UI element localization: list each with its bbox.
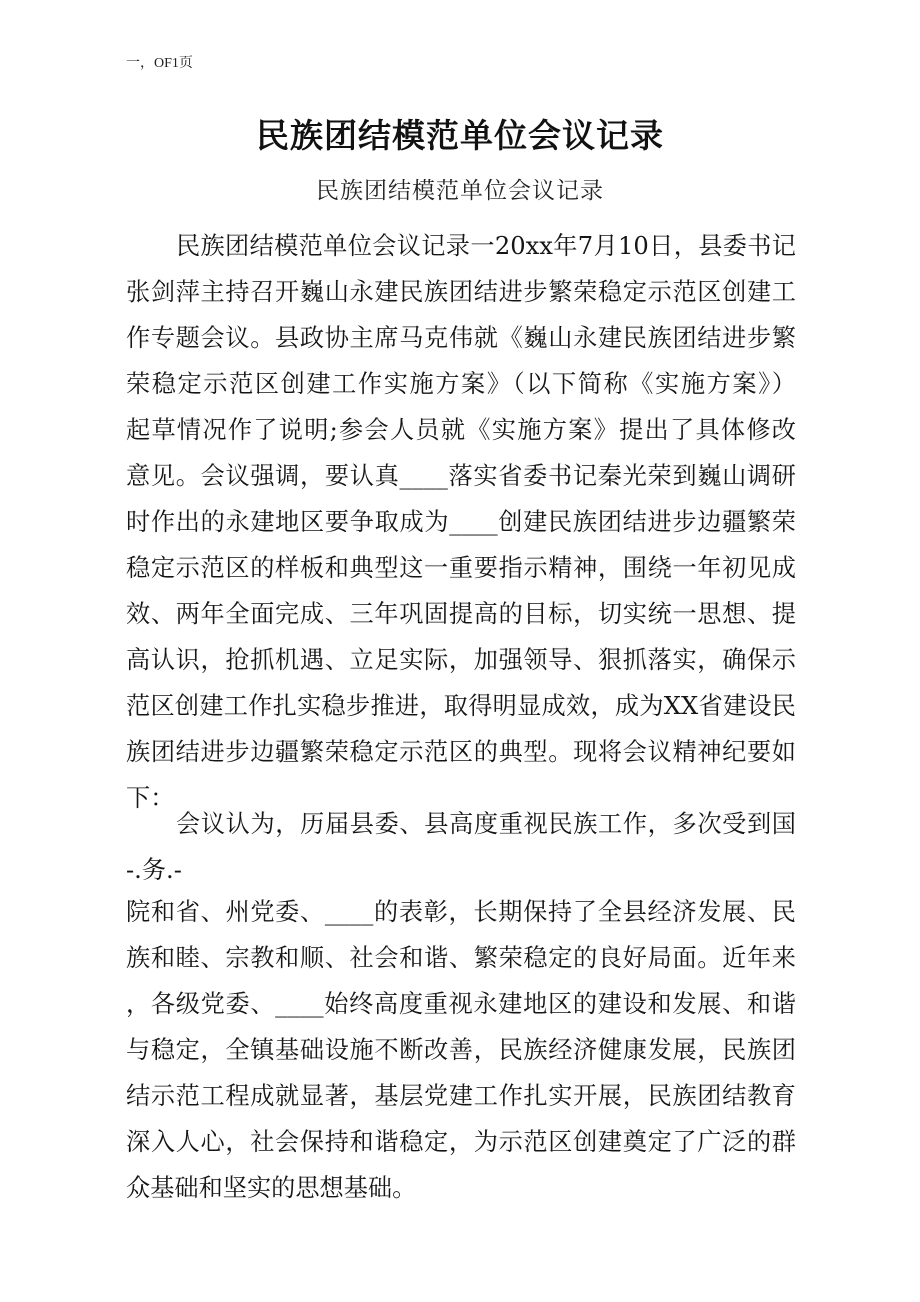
paragraph-1-line: 起草情况作了说明;参会人员就《实施方案》提出了具体修改 — [126, 416, 796, 444]
paragraph-1-line: 效、两年全面完成、三年巩固提高的目标，切实统一思想、提 — [126, 600, 796, 628]
paragraph-1-line: 张剑萍主持召开巍山永建民族团结进步繁荣稳定示范区创建工 — [126, 278, 796, 306]
paragraph-2-line: 结示范工程成就显著，基层党建工作扎实开展，民族团结教育 — [126, 1082, 796, 1110]
paragraph-1-line: 时作出的永建地区要争取成为____创建民族团结进步边疆繁荣 — [126, 508, 796, 536]
paragraph-1-line: 族团结进步边疆繁荣稳定示范区的典型。现将会议精神纪要如 — [126, 738, 796, 766]
document-subtitle: 民族团结模范单位会议记录 — [316, 178, 604, 204]
paragraph-2-line: 院和省、州党委、____的表彰，长期保持了全县经济发展、民 — [126, 898, 796, 926]
document-title: 民族团结模范单位会议记录 — [256, 116, 664, 155]
paragraph-1-line: 高认识，抢抓机遇、立足实际，加强领导、狠抓落实，确保示 — [126, 646, 796, 674]
paragraph-1-line: 作专题会议。县政协主席马克伟就《巍山永建民族团结进步繁 — [126, 324, 796, 352]
paragraph-1-line: 荣稳定示范区创建工作实施方案》（以下简称《实施方案》） — [126, 370, 796, 398]
paragraph-2-line: 与稳定，全镇基础设施不断改善，民族经济健康发展，民族团 — [126, 1036, 796, 1064]
paragraph-2-line: ，各级党委、____始终高度重视永建地区的建设和发展、和谐 — [126, 990, 796, 1018]
paragraph-1-line: 下： — [126, 784, 175, 812]
paragraph-2-line: 族和睦、宗教和顺、社会和谐、繁荣稳定的良好局面。近年来 — [126, 944, 796, 972]
paragraph-1-line: 意见。会议强调，要认真____落实省委书记秦光荣到巍山调研 — [126, 462, 796, 490]
paragraph-1-line: 范区创建工作扎实稳步推进，取得明显成效，成为XX省建设民 — [126, 692, 796, 720]
paragraph-1-line: 稳定示范区的样板和典型这一重要指示精神，围绕一年初见成 — [126, 554, 796, 582]
page-break-marker: -.务.- — [126, 856, 182, 884]
paragraph-2-line: 众基础和坚实的思想基础。 — [126, 1174, 417, 1202]
page-header-marker: 一，OF1页 — [126, 56, 193, 71]
paragraph-2-line: 深入人心，社会保持和谐稳定，为示范区创建奠定了广泛的群 — [126, 1128, 796, 1156]
paragraph-1-line: 民族团结模范单位会议记录一20xx年7月10日，县委书记 — [176, 232, 796, 260]
paragraph-2-line: 会议认为，历届县委、县高度重视民族工作，多次受到国 — [176, 810, 796, 838]
